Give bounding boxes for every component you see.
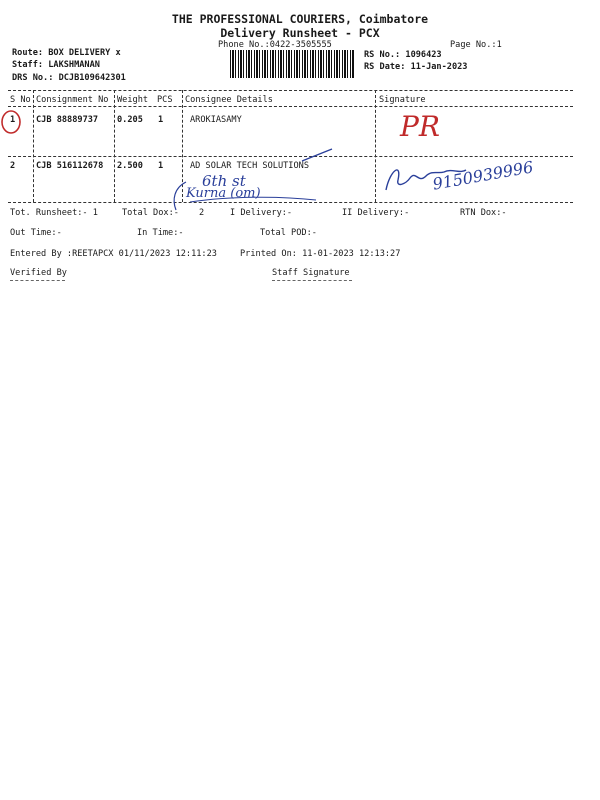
in-time: In Time:-	[137, 228, 184, 238]
entered-by: Entered By :REETAPCX 01/11/2023 12:11:23	[10, 249, 217, 259]
row-consignee: AROKIASAMY	[190, 115, 242, 125]
row-consignment: CJB 516112678	[36, 161, 104, 171]
printed-on: Printed On: 11-01-2023 12:13:27	[240, 249, 401, 259]
row-consignment: CJB 88889737	[36, 115, 99, 125]
address-line-2: Kurna (om)	[186, 186, 261, 201]
verified-by: Verified By	[10, 268, 67, 278]
header-sno: S No	[10, 95, 31, 105]
ii-delivery: II Delivery:-	[342, 208, 410, 218]
row-consignee: AD SOLAR TECH SOLUTIONS	[190, 161, 309, 171]
address-line-1: 6th st	[202, 172, 246, 190]
row-weight: 0.205	[117, 115, 143, 125]
rs-number: RS No.: 1096423	[364, 50, 442, 60]
out-time: Out Time:-	[10, 228, 62, 238]
staff-underline	[272, 280, 352, 281]
staff-label: Staff: LAKSHMANAN	[12, 60, 100, 70]
rs-date: RS Date: 11-Jan-2023	[364, 62, 468, 72]
row-pcs: 1	[158, 161, 164, 171]
row-sno: 2	[10, 161, 16, 171]
col-divider	[375, 90, 376, 202]
col-divider	[114, 90, 115, 202]
total-runsheet: Tot. Runsheet:- 1	[10, 208, 98, 218]
document-subtitle: Delivery Runsheet - PCX	[220, 26, 380, 40]
barcode-image	[230, 50, 355, 78]
header-signature: Signature	[379, 95, 426, 105]
row-divider	[8, 156, 573, 157]
pen-stroke	[300, 146, 334, 164]
row-pcs: 1	[158, 115, 164, 125]
document-title: THE PROFESSIONAL COURIERS, Coimbatore	[171, 12, 429, 26]
page-number: Page No.:1	[450, 40, 502, 50]
header-consignee: Consignee Details	[185, 95, 273, 105]
total-pod: Total POD:-	[260, 228, 317, 238]
verified-underline	[10, 280, 65, 281]
rtn-dox: RTN Dox:-	[460, 208, 507, 218]
phone-number: Phone No.:0422-3505555	[218, 40, 332, 50]
table-header-rule	[8, 106, 573, 107]
total-dox-label: Total Dox:-	[122, 208, 179, 218]
header-weight: Weight	[117, 95, 149, 105]
col-divider	[33, 90, 34, 202]
red-circle-mark	[0, 108, 24, 136]
row1-signature: PR	[400, 110, 440, 143]
table-top-rule	[8, 90, 573, 91]
i-delivery: I Delivery:-	[230, 208, 293, 218]
row2-phone-note: 9150939996	[431, 157, 535, 194]
row-weight: 2.500	[117, 161, 143, 171]
route-label: Route: BOX DELIVERY x	[12, 48, 121, 58]
header-consignment: Consignment No	[36, 95, 109, 105]
header-pcs: PCS	[157, 95, 173, 105]
row-sno: 1	[10, 115, 16, 125]
staff-signature: Staff Signature	[272, 268, 350, 278]
drs-number: DRS No.: DCJB109642301	[12, 73, 126, 83]
total-dox-value: 2	[199, 208, 205, 218]
